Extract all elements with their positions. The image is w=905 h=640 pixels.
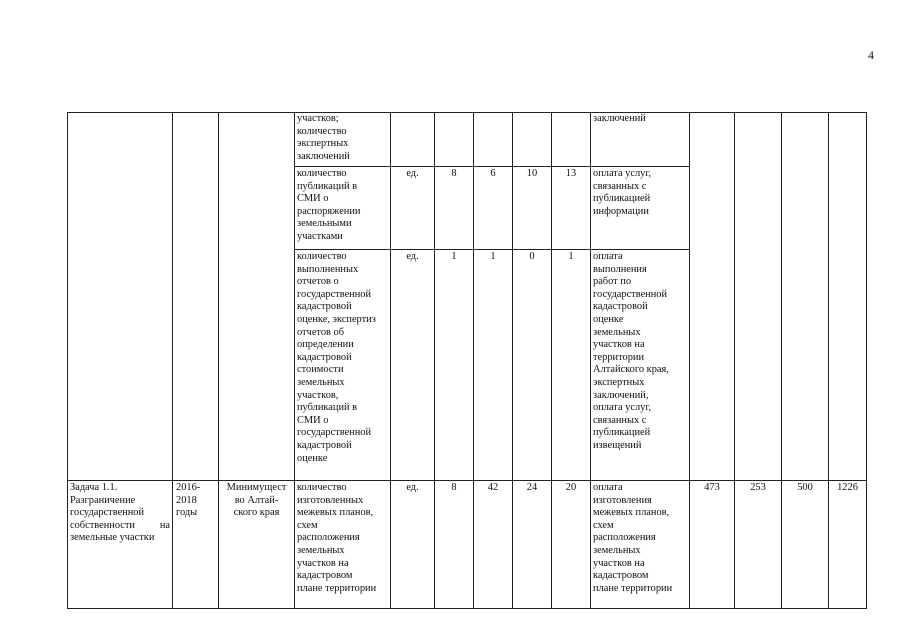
task-word: на xyxy=(159,519,170,531)
column-divider xyxy=(734,112,735,608)
row2-value-3: 10 xyxy=(526,168,538,179)
row4-value-2: 42 xyxy=(487,482,499,493)
page-number: 4 xyxy=(868,48,874,62)
row-divider xyxy=(67,480,867,481)
row4-value-3: 24 xyxy=(526,482,538,493)
row3-expense: оплата выполнения работ по государственной кадастровой оценке земельных участков на территории Алтайского края, экспертных заключений, оплата услуг, связанных с публикацией извещений xyxy=(593,251,669,451)
row-divider xyxy=(294,166,689,167)
column-divider xyxy=(294,112,295,608)
task-line: Задача 1.1. xyxy=(70,482,118,493)
column-divider xyxy=(172,112,173,608)
column-divider xyxy=(434,112,435,608)
row4-unit: ед. xyxy=(406,482,419,493)
row1-indicator: участков; количество экспертных заключений xyxy=(297,113,350,162)
row3-value-1: 1 xyxy=(451,251,457,262)
task-name xyxy=(70,482,170,545)
row3-value-2: 1 xyxy=(490,251,496,262)
row4-value-1: 8 xyxy=(451,482,457,493)
row3-value-4: 1 xyxy=(568,251,574,262)
task-line: государственной xyxy=(70,507,145,519)
row2-value-1: 8 xyxy=(451,168,457,179)
row4-funding-1: 473 xyxy=(704,482,720,493)
row4-period: 2016- 2018 годы xyxy=(176,482,201,519)
column-divider xyxy=(866,112,867,608)
column-divider xyxy=(781,112,782,608)
row4-funding-4: 1226 xyxy=(837,482,858,493)
row4-value-4: 20 xyxy=(565,482,577,493)
column-divider xyxy=(590,112,591,608)
row3-value-3: 0 xyxy=(529,251,535,262)
row4-funding-3: 500 xyxy=(797,482,813,493)
column-divider xyxy=(67,112,68,608)
column-divider xyxy=(218,112,219,608)
table-bottom-border xyxy=(67,608,867,609)
row2-indicator: количество публикаций в СМИ о распоряжении земельными участками xyxy=(297,168,361,242)
task-word: собственности xyxy=(70,519,135,531)
row4-executor: Минимущест во Алтай- ского края xyxy=(226,482,287,519)
column-divider xyxy=(828,112,829,608)
row2-unit: ед. xyxy=(406,168,419,179)
row3-indicator: количество выполненных отчетов о государственной кадастровой оценке, экспертиз отчетов об определении кадастровой стоимости земельных участков, публикаций в СМИ о государственной кадастровой оценке xyxy=(297,251,376,464)
column-divider xyxy=(512,112,513,608)
row1-expense: заключений xyxy=(593,113,646,124)
column-divider xyxy=(390,112,391,608)
task-line: Разграничение xyxy=(70,494,136,506)
column-divider xyxy=(689,112,690,608)
row-divider xyxy=(294,249,689,250)
row3-unit: ед. xyxy=(406,251,419,262)
task-line xyxy=(70,520,170,533)
row4-indicator: количество изготовленных межевых планов, схем расположения земельных участков на кадастровом плане территории xyxy=(297,482,377,594)
column-divider xyxy=(551,112,552,608)
row4-funding-2: 253 xyxy=(750,482,766,493)
table-top-border xyxy=(67,112,867,113)
row2-value-2: 6 xyxy=(490,168,496,179)
row2-expense: оплата услуг, связанных с публикацией информации xyxy=(593,168,652,217)
task-line: земельные участки xyxy=(70,532,155,544)
row4-expense: оплата изготовления межевых планов, схем расположения земельных участков на кадастровом плане территории xyxy=(593,482,673,594)
column-divider xyxy=(473,112,474,608)
row2-value-4: 13 xyxy=(565,168,577,179)
